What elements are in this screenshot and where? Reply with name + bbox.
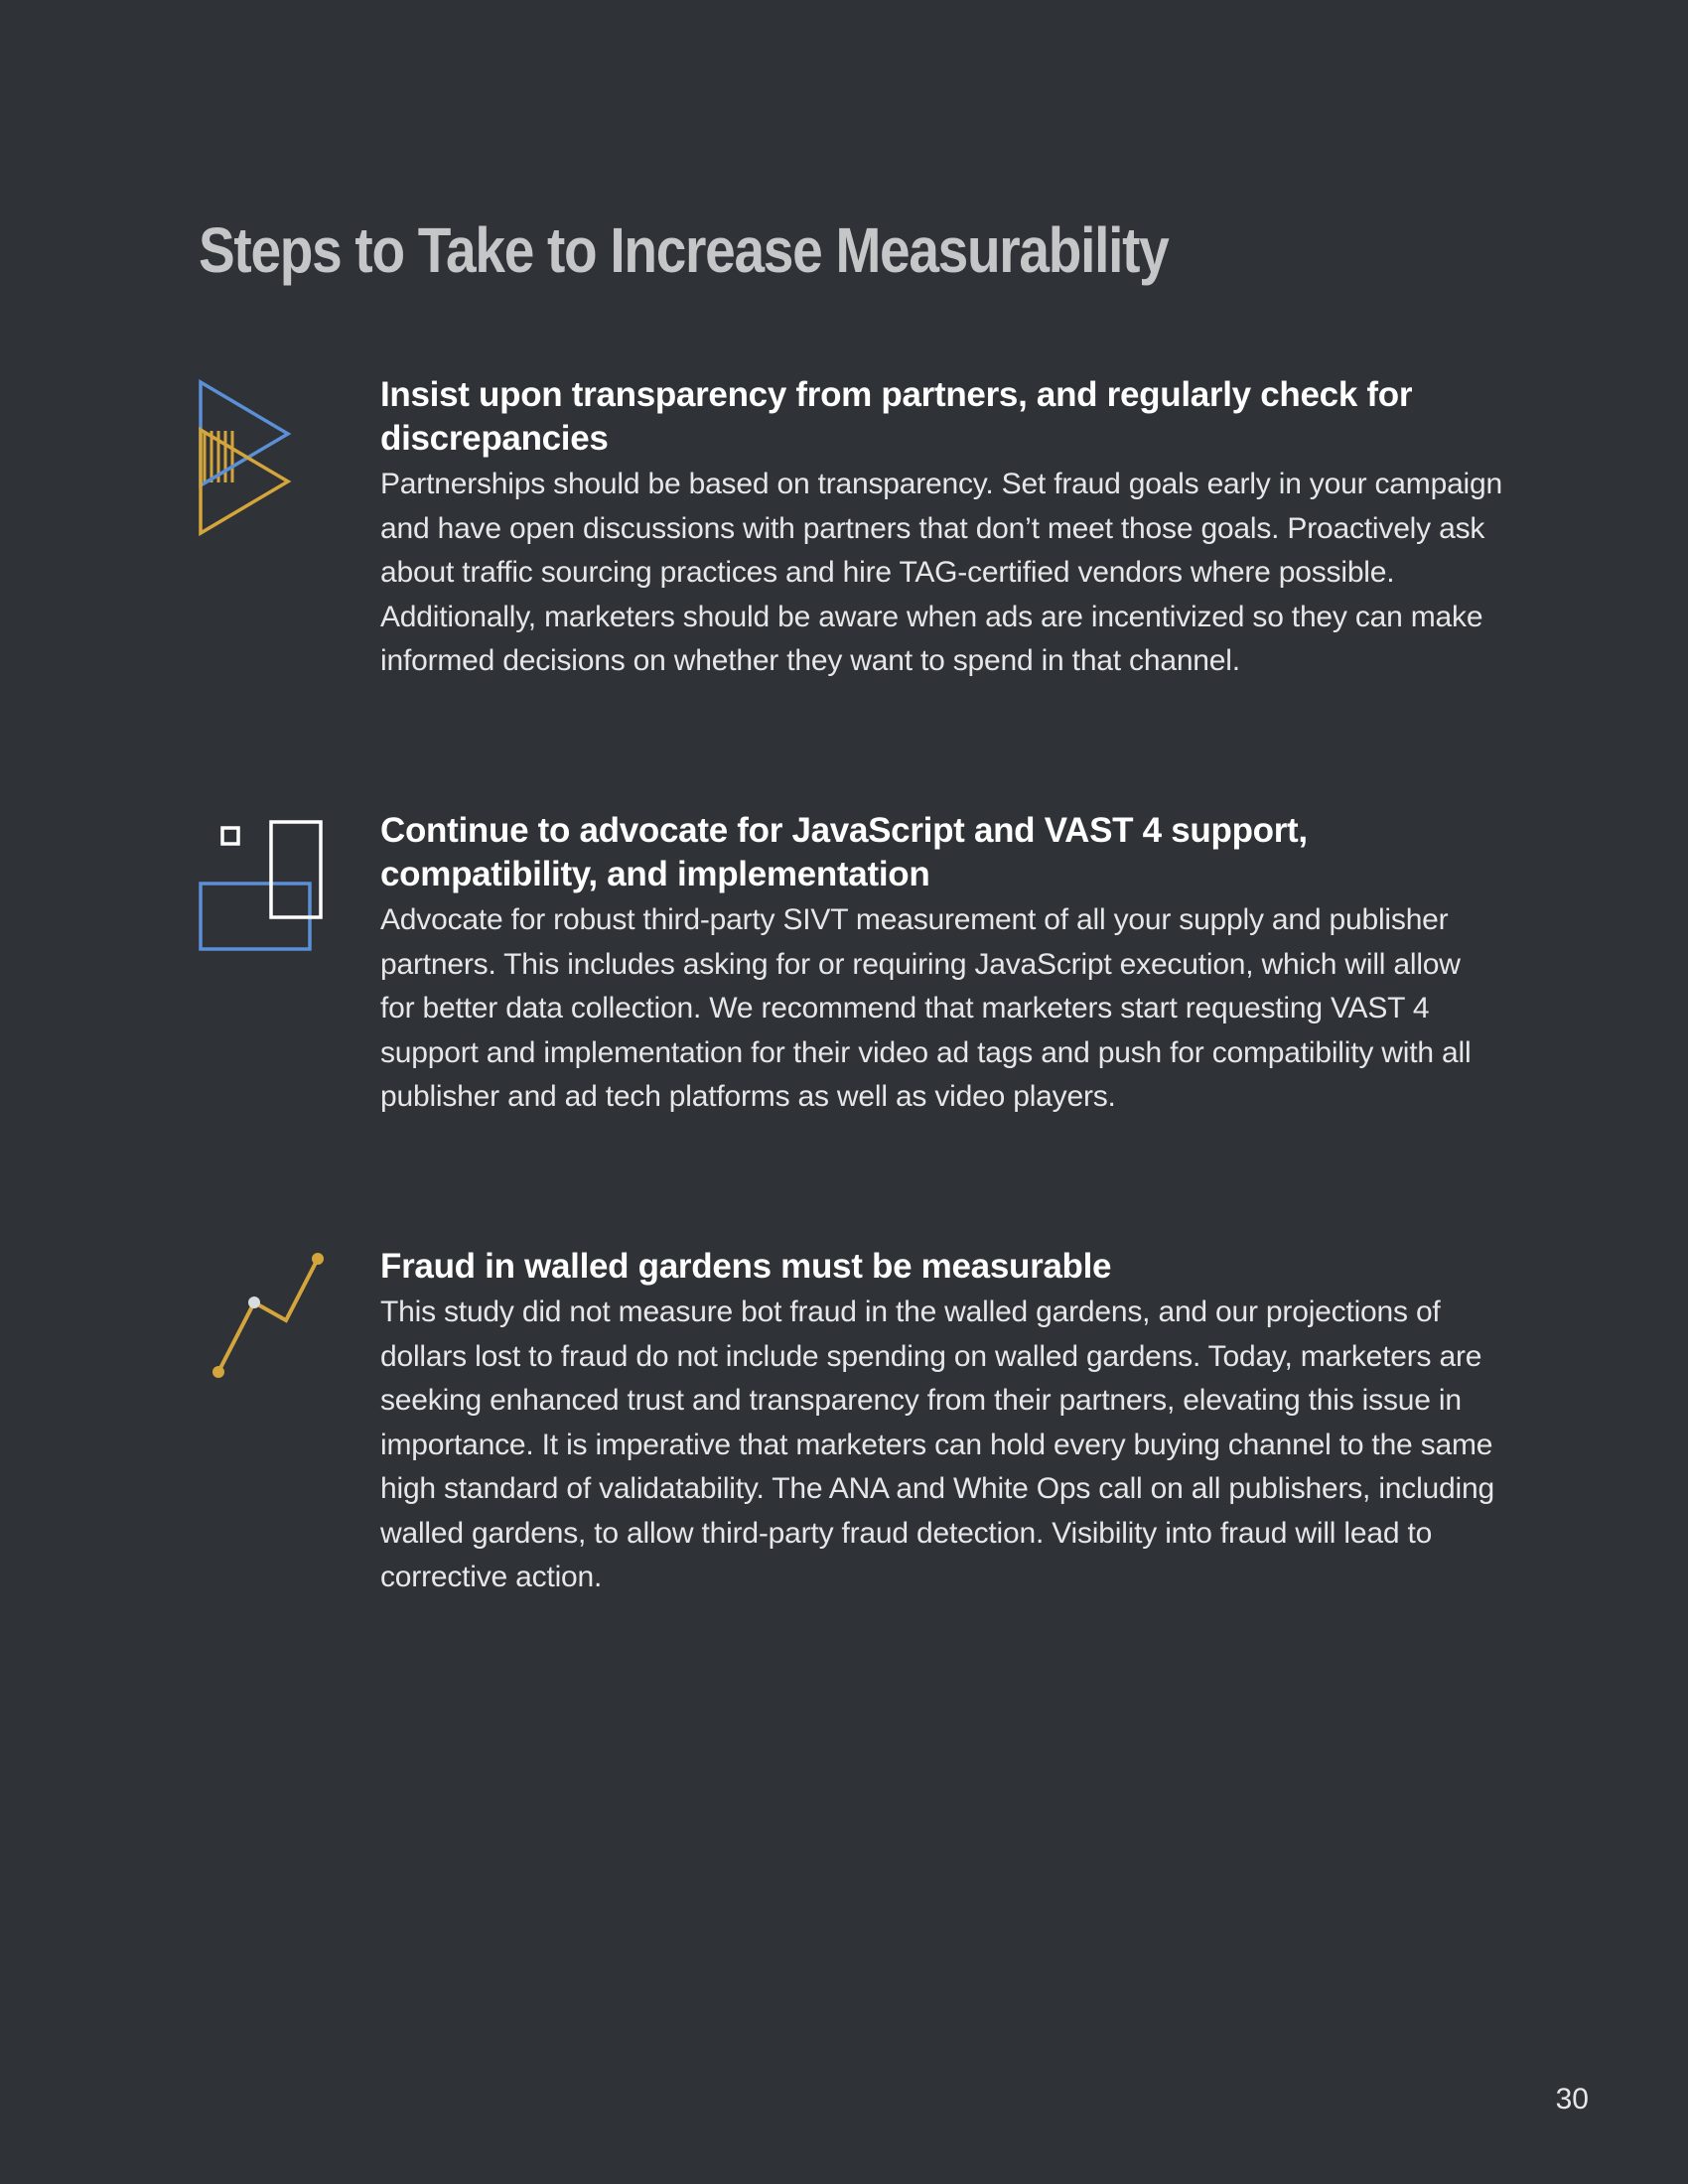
rectangles-icon <box>195 814 328 962</box>
step-text <box>380 809 1502 1120</box>
step-heading: Continue to advocate for JavaScript and VAST 4 support, compatibility, and implementation <box>380 811 1308 893</box>
step-heading: Insist upon transparency from partners, and regularly check for discrepancies <box>380 375 1413 458</box>
line-graph-icon <box>195 1247 334 1387</box>
page-number: 30 <box>1555 2083 1589 2116</box>
triangles-icon <box>195 379 298 543</box>
step-text <box>380 373 1502 684</box>
step-text <box>380 1245 1502 1600</box>
step-heading: Fraud in walled gardens must be measurable <box>380 1247 1112 1286</box>
step-body: This study did not measure bot fraud in the walled gardens, and our projections of dollars lost to fraud do not include spending on walled gardens. Today, marketers are seeking enhanced trust and transparency from their partners, elevating this issue in importance. It is imperative that marketers can hold every buying channel to the same high standard of validatability. The ANA and White Ops call on all publishers, including walled gardens, to allow third-party fraud detection. Visibility into fraud will lead to corrective action. <box>380 1296 1494 1593</box>
step-body: Partnerships should be based on transparency. Set fraud goals early in your campaign and have open discussions with partners that don’t meet those goals. Proactively ask about traffic sourcing practices and hire TAG-certified vendors where possible. Additionally, marketers should be aware when ads are incentivized so they can make informed decisions on whether they want to spend in that channel. <box>380 468 1502 677</box>
step-body: Advocate for robust third-party SIVT measurement of all your supply and publisher partners. This includes asking for or requiring JavaScript execution, which will allow for better data collection. We recommend that marketers start requesting VAST 4 support and implementation for their video ad tags and push for compatibility with all publisher and ad tech platforms as well as video players. <box>380 903 1472 1113</box>
page-title: Steps to Take to Increase Measurability <box>199 214 1169 286</box>
